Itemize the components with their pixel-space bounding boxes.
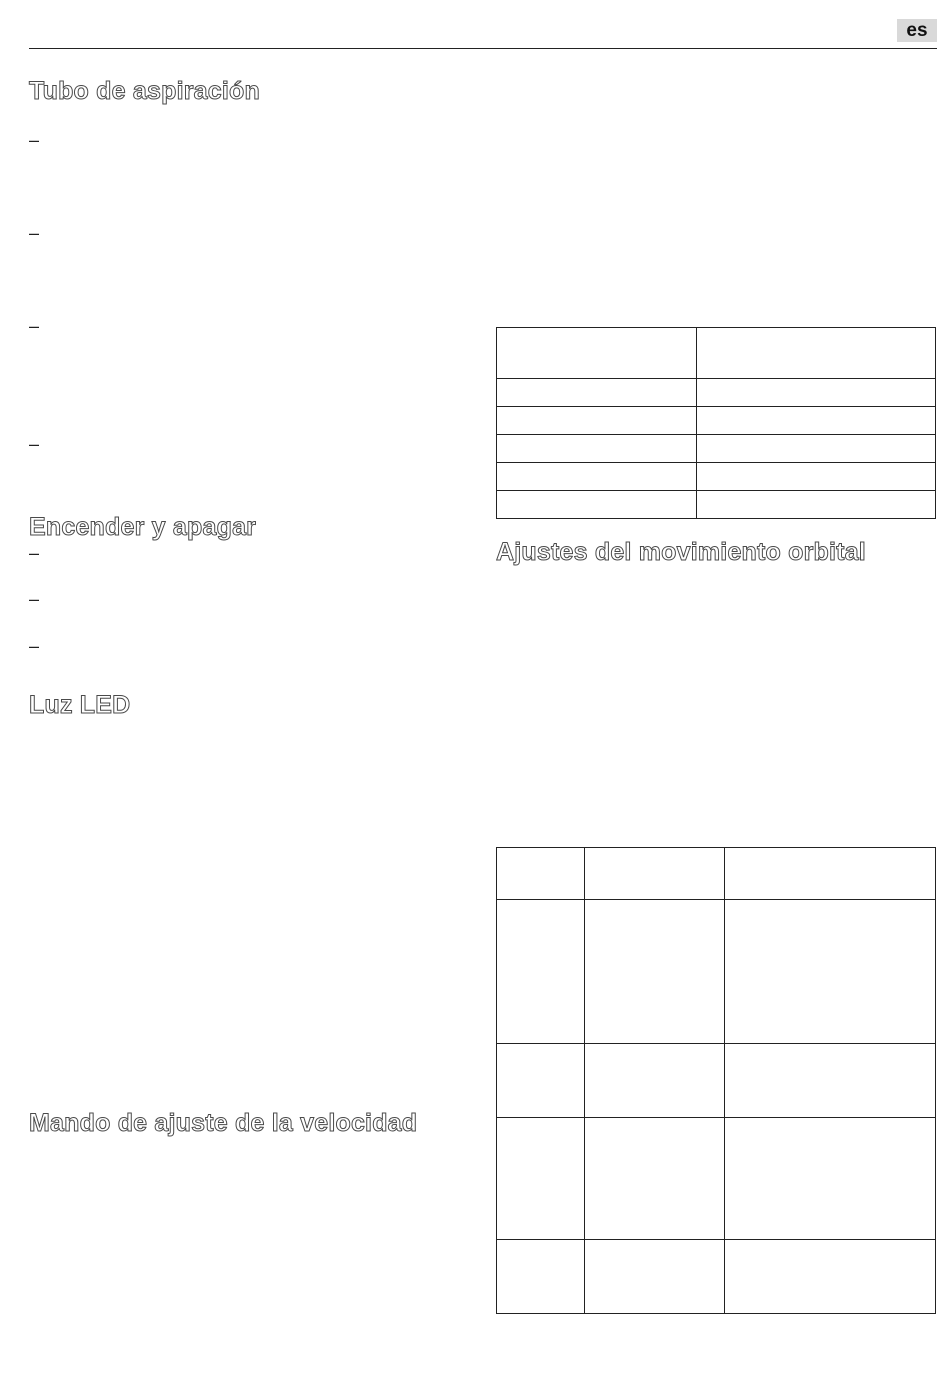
table-cell (697, 328, 936, 379)
table-cell (585, 1240, 725, 1314)
table-cell (497, 328, 697, 379)
table-cell (725, 900, 936, 1044)
table-row (497, 1044, 936, 1118)
table-cell (725, 1240, 936, 1314)
table-cell (497, 848, 585, 900)
table-row (497, 435, 936, 463)
bullet-dash: – (29, 316, 40, 336)
table-cell (725, 848, 936, 900)
bullet-dash: – (29, 589, 40, 609)
table-row (497, 1118, 936, 1240)
bullet-dash: – (29, 543, 40, 563)
header-rule (29, 48, 937, 49)
table-cell (697, 407, 936, 435)
table-row (497, 379, 936, 407)
table-cell (585, 900, 725, 1044)
table-row (497, 407, 936, 435)
table-cell (497, 1240, 585, 1314)
speed-table (496, 327, 936, 519)
table-cell (497, 491, 697, 519)
bullet-dash: – (29, 636, 40, 656)
table-row (497, 463, 936, 491)
language-badge: es (897, 19, 937, 42)
table-cell (725, 1044, 936, 1118)
table-cell (697, 463, 936, 491)
table-cell (497, 1044, 585, 1118)
table-cell (585, 1044, 725, 1118)
table-cell (497, 463, 697, 491)
table-cell (497, 379, 697, 407)
heading-orbital-settings: Ajustes del movimiento orbital (496, 538, 866, 566)
table-cell (697, 379, 936, 407)
heading-speed-control: Mando de ajuste de la velocidad (29, 1109, 418, 1137)
table-cell (697, 491, 936, 519)
bullet-dash: – (29, 130, 40, 150)
table-row (497, 1240, 936, 1314)
bullet-dash: – (29, 223, 40, 243)
orbital-table (496, 847, 936, 1314)
heading-on-off: Encender y apagar (29, 513, 257, 541)
table-cell (497, 435, 697, 463)
table-cell (725, 1118, 936, 1240)
heading-suction-tube: Tubo de aspiración (29, 77, 260, 105)
table-cell (585, 848, 725, 900)
table-header-row (497, 328, 936, 379)
table-cell (585, 1118, 725, 1240)
table-row (497, 900, 936, 1044)
table-cell (697, 435, 936, 463)
heading-led-light: Luz LED (29, 691, 131, 719)
table-header-row (497, 848, 936, 900)
table-cell (497, 1118, 585, 1240)
table-cell (497, 407, 697, 435)
bullet-dash: – (29, 434, 40, 454)
table-cell (497, 900, 585, 1044)
table-row (497, 491, 936, 519)
